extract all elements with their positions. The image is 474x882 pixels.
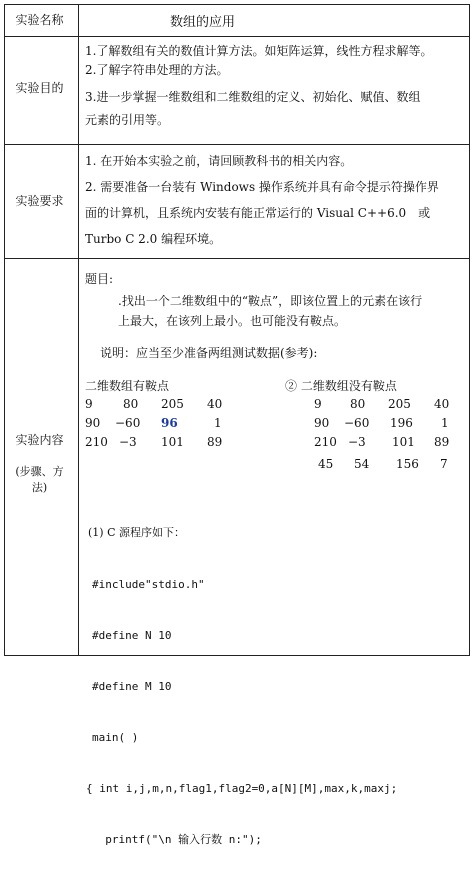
topic-line-1: .找出一个二维数组中的“鞍点”，即该位置上的元素在该行 (118, 294, 423, 308)
purpose-content (85, 40, 468, 132)
set2-cell: 156 (396, 457, 419, 471)
set2-cell: 80 (350, 397, 366, 411)
set1-cell: 40 (207, 397, 223, 411)
content-sublabel: (步骤、方法) (15, 465, 64, 494)
set2-table (314, 395, 464, 475)
set2-cell: 210 (314, 435, 337, 449)
set1-cell: 80 (123, 397, 139, 411)
set1-cell: −3 (119, 435, 137, 449)
set1-cell: −60 (115, 416, 141, 430)
topic-label: 题目: (85, 272, 114, 286)
set1-cell: 9 (85, 397, 93, 411)
requirements-content (85, 150, 468, 251)
requirements-label: 实验要求 (15, 194, 64, 208)
set2-cell: 196 (390, 416, 413, 430)
set2-title: ② 二维数组没有鞍点 (285, 379, 397, 393)
code-block (86, 542, 398, 882)
purpose-item: 1.了解数组有关的数值计算方法。如矩阵运算，线性方程求解等。 (85, 44, 433, 58)
code-line: #define N 10 (92, 629, 172, 642)
row-divider-3 (4, 258, 470, 259)
purpose-item: 元素的引用等。 (85, 113, 170, 127)
set1-cell: 101 (161, 435, 184, 449)
set1-cell: 210 (85, 435, 108, 449)
purpose-item: 2.了解字符串处理的方法。 (85, 63, 229, 77)
code-line: main( ) (92, 731, 139, 744)
purpose-item: 3.进一步掌握一维数组和二维数组的定义、初始化、赋值、数组 (85, 90, 421, 104)
content-label: 实验内容 (15, 433, 64, 447)
set1-title: 二维数组有鞍点 (85, 379, 170, 393)
set2-cell: 45 (318, 457, 334, 471)
code-line: printf("\n 输入行数 n:"); (92, 833, 262, 846)
code-line: #define M 10 (92, 680, 172, 693)
code-line: { int i,j,m,n,flag1,flag2=0,a[N][M],max,k,maxj; (86, 782, 398, 795)
set1-cell: 1 (214, 416, 222, 430)
set2-cell: 54 (354, 457, 370, 471)
note-text: 说明：应当至少准备两组测试数据(参考): (100, 346, 318, 360)
row-divider-1 (4, 36, 470, 37)
set1-cell: 205 (161, 397, 184, 411)
saddle-point-value: 96 (161, 416, 178, 430)
set2-cell: 101 (392, 435, 415, 449)
requirement-item: 2. 需要准备一台装有 Windows 操作系统并具有命令提示符操作界 (85, 180, 439, 194)
set2-cell: 9 (314, 397, 322, 411)
set2-cell: 1 (441, 416, 449, 430)
set1-cell: 89 (207, 435, 223, 449)
set2-cell: 205 (388, 397, 411, 411)
requirement-item: Turbo C 2.0 编程环境。 (85, 232, 222, 246)
set2-cell: 90 (314, 416, 330, 430)
set1-cell: 90 (85, 416, 101, 430)
set1-table (85, 395, 245, 455)
header-label: 实验名称 (15, 13, 64, 27)
topic-line-2: 上最大，在该列上最小。也可能没有鞍点。 (118, 314, 347, 328)
set2-cell: 7 (440, 457, 448, 471)
set2-cell: 40 (434, 397, 450, 411)
purpose-label: 实验目的 (15, 81, 64, 95)
requirement-item: 面的计算机，且系统内安装有能正常运行的 Visual C++6.0 或 (85, 206, 431, 220)
code-line: #include"stdio.h" (92, 578, 205, 591)
set2-cell: −3 (348, 435, 366, 449)
page-title: 数组的应用 (170, 15, 236, 30)
code-title: (1) C 源程序如下： (88, 526, 185, 539)
column-divider (78, 4, 79, 656)
requirement-item: 1. 在开始本实验之前，请回顾教科书的相关内容。 (85, 154, 353, 168)
row-divider-2 (4, 144, 470, 145)
set2-cell: 89 (434, 435, 450, 449)
set2-cell: −60 (344, 416, 370, 430)
